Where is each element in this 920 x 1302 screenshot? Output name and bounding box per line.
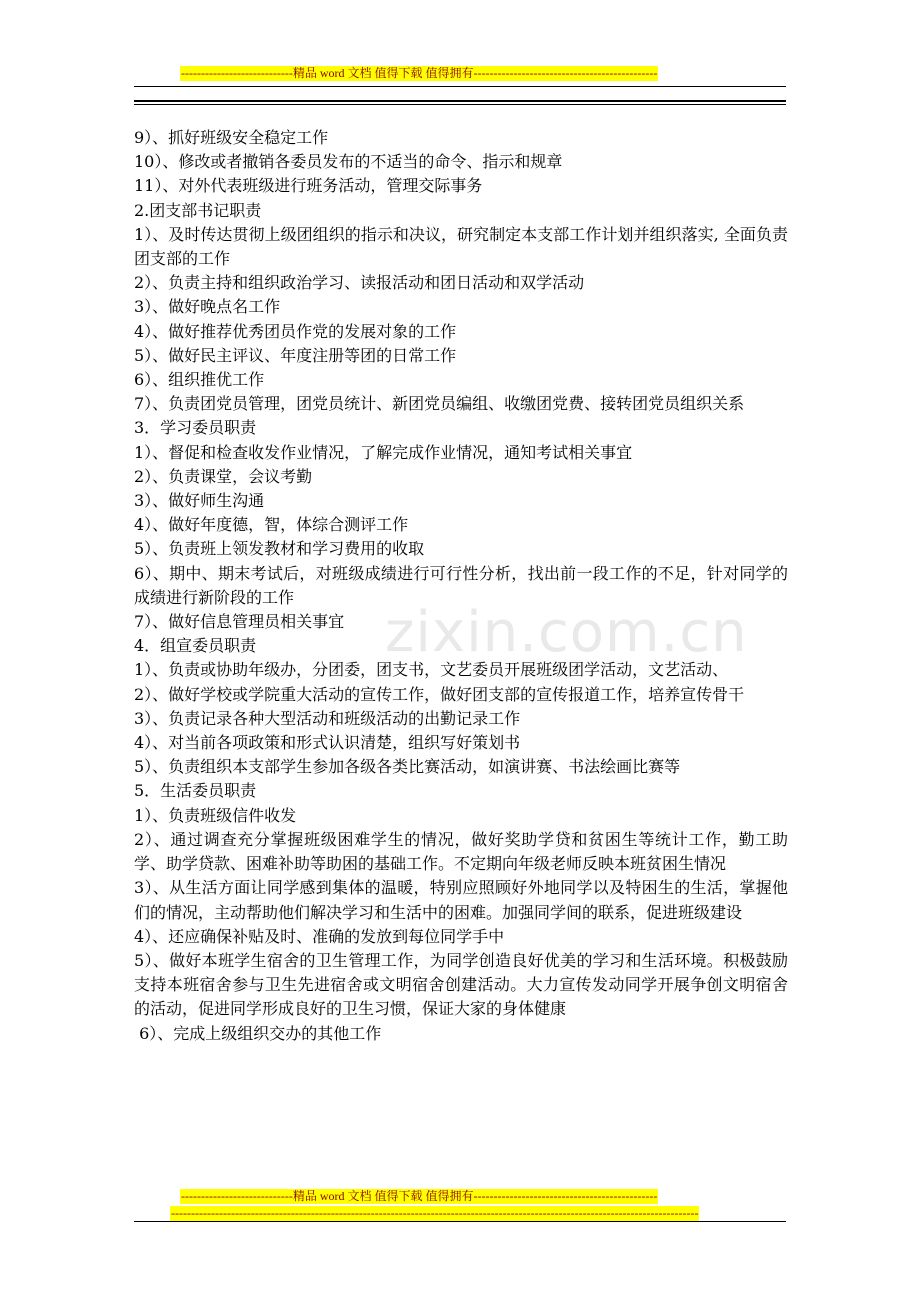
document-body bbox=[134, 126, 788, 1046]
paragraph: 4）、做好推荐优秀团员作党的发展对象的工作 bbox=[134, 321, 457, 341]
paragraph: 6）、期中、期末考试后，对班级成绩进行可行性分析，找出前一段工作的不足，针对同学的成绩进行新阶段的工作 bbox=[134, 563, 788, 607]
paragraph: 4）、做好年度德，智，体综合测评工作 bbox=[134, 515, 409, 535]
paragraph: 1）、负责班级信件收发 bbox=[134, 805, 297, 825]
paragraph: 5）、做好本班学生宿舍的卫生管理工作，为同学创造良好优美的学习和生活环境。积极鼓励支持本班宿舍参与卫生先进宿舍或文明宿舍创建活动。大力宣传发动同学开展争创文明宿舍的活动，促进同学形成良好的卫生习惯，保证大家的身体健康 bbox=[134, 950, 788, 1019]
section-heading: 5．生活委员职责 bbox=[134, 781, 257, 801]
paragraph: 5）、负责组织本支部学生参加各级各类比赛活动，如演讲赛、书法绘画比赛等 bbox=[134, 757, 681, 777]
watermark-text: zixin.com.cn bbox=[385, 600, 748, 665]
paragraph: 3）、做好晚点名工作 bbox=[134, 297, 281, 317]
paragraph: 4）、还应确保补贴及时、准确的发放到每位同学手中 bbox=[134, 926, 505, 946]
paragraph: 1）、负责或协助年级办，分团委，团支书，文艺委员开展班级团学活动，文艺活动、 bbox=[134, 660, 729, 680]
paragraph: 3）、负责记录各种大型活动和班级活动的出勤记录工作 bbox=[134, 708, 521, 728]
paragraph: 11）、对外代表班级进行班务活动，管理交际事务 bbox=[134, 176, 483, 196]
section-heading: 3．学习委员职责 bbox=[134, 418, 257, 438]
paragraph: 2）、通过调查充分掌握班级困难学生的情况，做好奖助学贷和贫困生等统计工作，勤工助学、助学贷款、困难补助等助困的基础工作。不定期向年级老师反映本班贫困生情况 bbox=[134, 829, 788, 874]
paragraph: 10）、修改或者撤销各委员发布的不适当的命令、指示和规章 bbox=[134, 152, 563, 172]
paragraph: 1）、及时传达贯彻上级团组织的指示和决议，研究制定本支部工作计划并组织落实, 全面负责团支部的工作 bbox=[134, 224, 788, 269]
section-heading: 2.团支部书记职责 bbox=[134, 200, 262, 220]
paragraph: 9）、抓好班级安全稳定工作 bbox=[134, 128, 329, 147]
paragraph: 2）、负责课堂，会议考勤 bbox=[134, 466, 313, 486]
paragraph: 7）、负责团党员管理，团党员统计、新团党员编组、收缴团党费、接转团党员组织关系 bbox=[134, 394, 745, 414]
paragraph: 1）、督促和检查收发作业情况，了解完成作业情况，通知考试相关事宜 bbox=[134, 442, 633, 462]
paragraph: 4）、对当前各项政策和形式认识清楚，组织写好策划书 bbox=[134, 733, 521, 753]
paragraph: 6）、完成上级组织交办的其他工作 bbox=[134, 1023, 382, 1043]
footer-dash-line: ------------------------------------------------------------------------------------------------------------------------------------ bbox=[171, 1206, 699, 1220]
paragraph: 3）、从生活方面让同学感到集体的温暖，特别应照顾好外地同学以及特困生的生活，掌握他们的情况，主动帮助他们解决学习和生活中的困难。加强同学间的联系，促进班级建设 bbox=[134, 878, 788, 922]
paragraph: 7）、做好信息管理员相关事宜 bbox=[134, 612, 345, 632]
header-banner: ----------------------------精品 word 文档 值得下载 值得拥有---------------------------------------------- bbox=[181, 66, 658, 80]
header-rule bbox=[134, 86, 786, 87]
footer-rule bbox=[134, 1221, 786, 1222]
footer-banner: ----------------------------精品 word 文档 值得下载 值得拥有---------------------------------------------- bbox=[181, 1189, 658, 1203]
paragraph: 3）、做好师生沟通 bbox=[134, 491, 265, 511]
paragraph: 5）、负责班上领发教材和学习费用的收取 bbox=[134, 539, 425, 559]
section-heading: 4．组宣委员职责 bbox=[134, 636, 257, 656]
paragraph: 6）、组织推优工作 bbox=[134, 370, 265, 390]
header-double-rule bbox=[134, 100, 786, 105]
paragraph: 5）、做好民主评议、年度注册等团的日常工作 bbox=[134, 345, 457, 365]
paragraph: 2）、做好学校或学院重大活动的宣传工作，做好团支部的宣传报道工作，培养宣传骨干 bbox=[134, 684, 745, 704]
paragraph: 2）、负责主持和组织政治学习、读报活动和团日活动和双学活动 bbox=[134, 273, 585, 293]
